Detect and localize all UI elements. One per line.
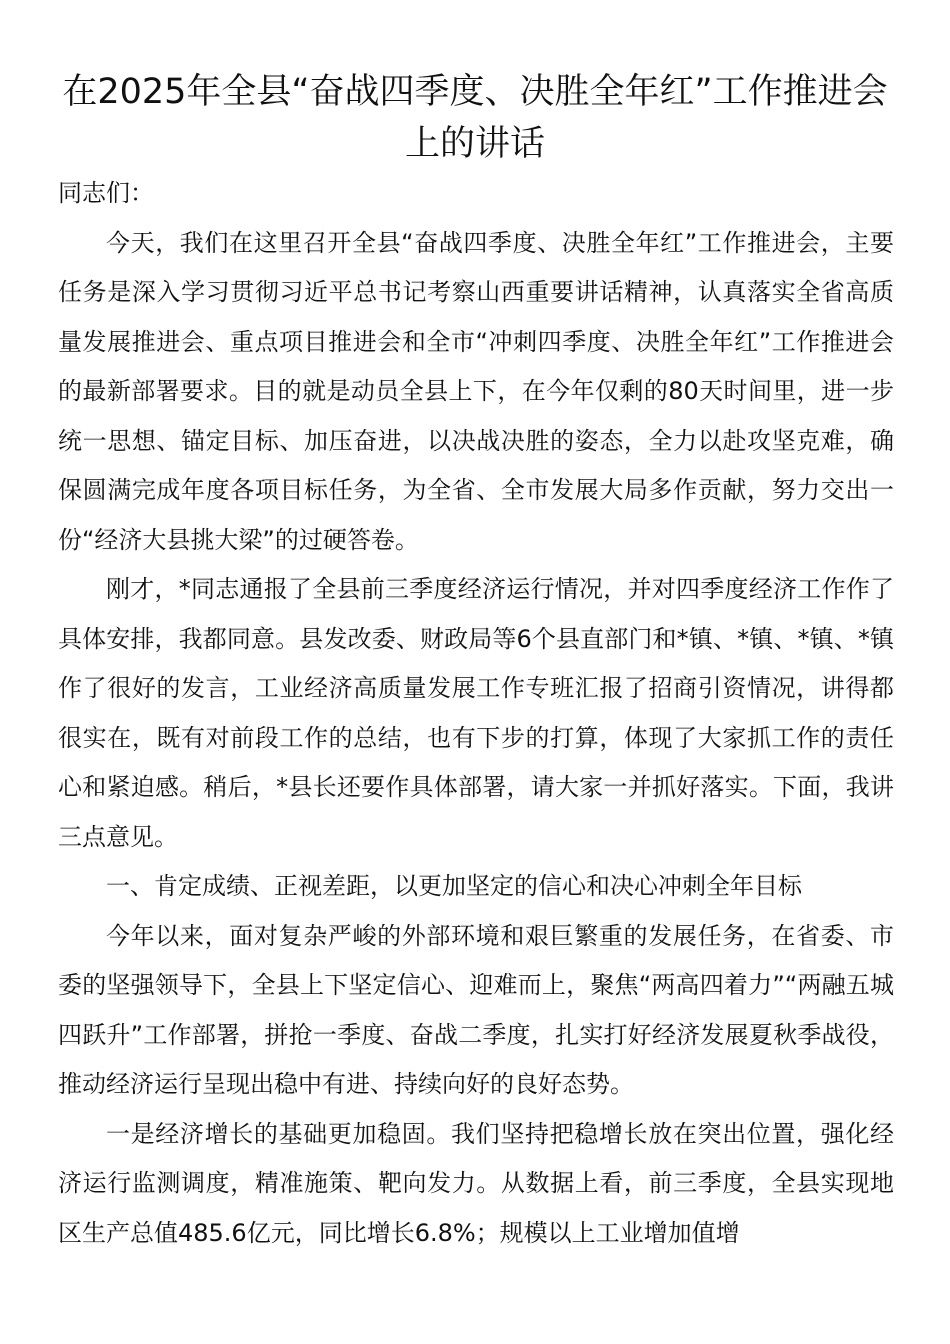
paragraph-intro: 今天，我们在这里召开全县“奋战四季度、决胜全年红”工作推进会，主要任务是深入学习贯彻习近平总书记考察山西重要讲话精神，认真落实全省高质量发展推进会、重点项目推进会和全市“冲刺四季度、决胜全年红”工作推进会的最新部署要求。目的就是动员全县上下，在今年仅剩的80天时间里，进一步统一思想、锚定目标、加压奋进，以决战决胜的姿态，全力以赴攻坚克难，确保圆满完成年度各项目标任务，为全省、全市发展大局多作贡献，努力交出一份“经济大县挑大梁”的过硬答卷。 [58, 228, 894, 554]
section-heading-1: 一、肯定成绩、正视差距，以更加坚定的信心和决心冲刺全年目标 [106, 872, 802, 900]
paragraph-achievements: 今年以来，面对复杂严峻的外部环境和艰巨繁重的发展任务，在省委、市委的坚强领导下，全县上下坚定信心、迎难而上，聚焦“两高四着力”“两融五城四跃升”工作部署，拼抢一季度、奋战二季度，扎实打好经济发展夏秋季战役，推动经济运行呈现出稳中有进、持续向好的良好态势。 [58, 921, 894, 1098]
paragraph-growth: 一是经济增长的基础更加稳固。我们坚持把稳增长放在突出位置，强化经济运行监测调度，精准施策、靶向发力。从数据上看，前三季度，全县实现地区生产总值485.6亿元，同比增长6.8%；规模以上工业增加值增 [58, 1119, 894, 1247]
document-body [58, 169, 894, 1258]
document-title: 在2025年全县“奋战四季度、决胜全年红”工作推进会上的讲话 [62, 72, 888, 164]
salutation: 同志们： [58, 179, 154, 207]
paragraph-review: 刚才，*同志通报了全县前三季度经济运行情况，并对四季度经济工作作了具体安排，我都同意。县发改委、财政局等6个县直部门和*镇、*镇、*镇、*镇作了很好的发言，工业经济高质量发展工作专班汇报了招商引资情况，讲得都很实在，既有对前段工作的总结，也有下步的打算，体现了大家抓工作的责任心和紧迫感。稍后，*县长还要作具体部署，请大家一并抓好落实。下面，我讲三点意见。 [58, 575, 894, 851]
